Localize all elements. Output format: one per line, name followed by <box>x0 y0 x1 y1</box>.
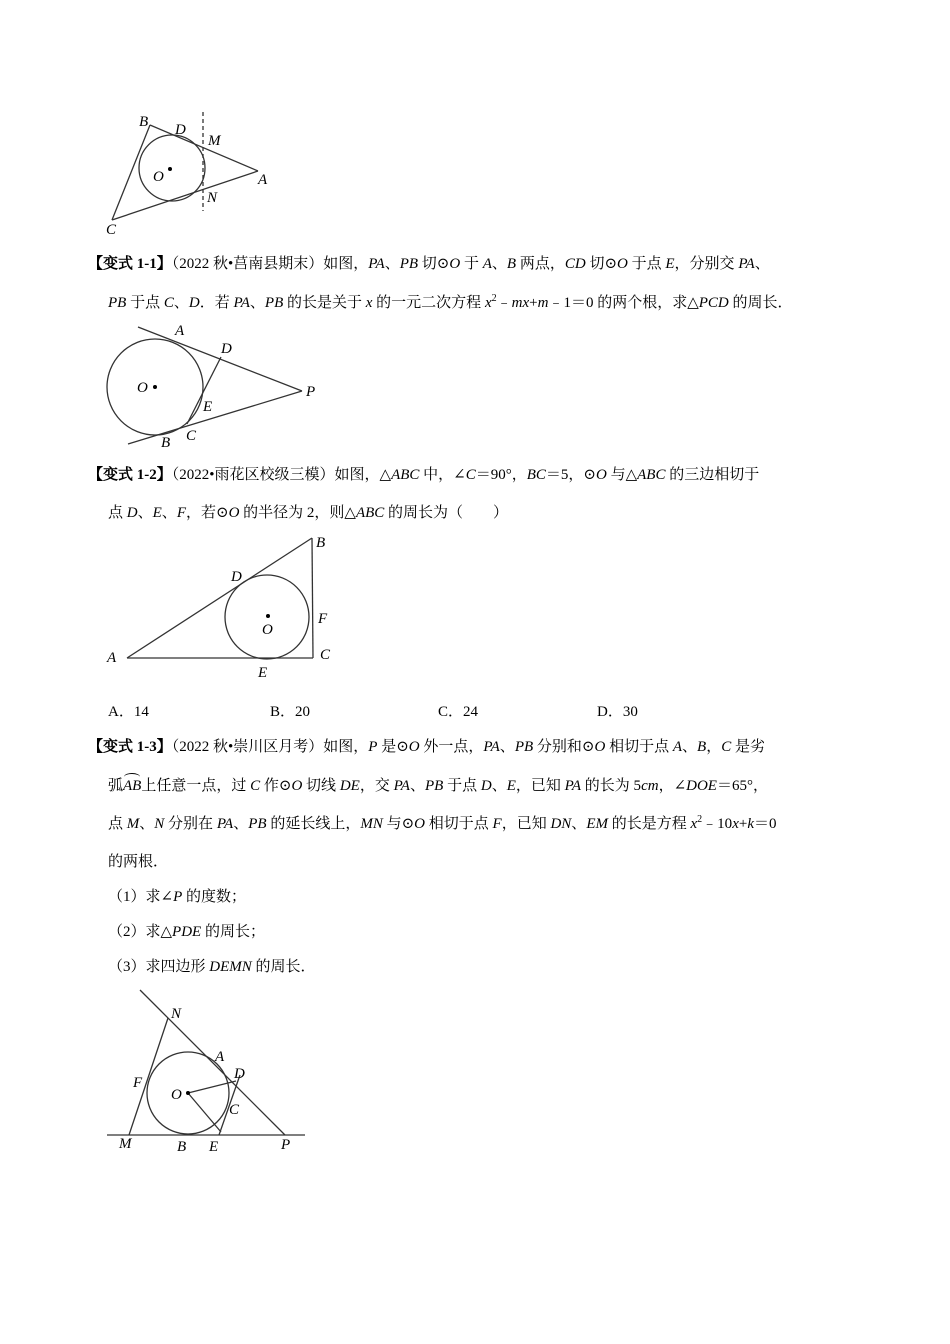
figure-demn <box>100 985 310 1155</box>
label-b: B <box>177 1139 187 1155</box>
variant-1-3-line-4: 的两根． <box>108 854 169 870</box>
label-b: B <box>139 114 149 130</box>
variant-1-1-tag: 【变式 1-1】 <box>88 256 172 272</box>
label-a: A <box>175 323 185 339</box>
label-a: A <box>107 650 117 666</box>
label-e: E <box>258 665 268 681</box>
label-f: F <box>133 1075 143 1091</box>
label-e: E <box>209 1139 219 1155</box>
variant-1-2-line-1: 【变式 1-2】（2022•雨花区校级三模）如图，△ABC 中，∠C＝90°，BC＝5，⊙O 与△ABC 的三边相切于 <box>88 467 760 483</box>
label-c: C <box>320 647 331 663</box>
variant-1-3-source: （2022 秋•崇川区月考） <box>171 739 324 755</box>
option-a[interactable]: A．14 <box>108 704 149 720</box>
variant-1-3-line-3: 点 M、N 分别在 PA、PB 的延长线上，MN 与⊙O 相切于点 F，已知 DN、EM 的长是方程 $x^2﹣10x+k=0$ <box>108 814 777 832</box>
variant-1-2-source: （2022•雨花区校级三模） <box>171 467 335 483</box>
variant-1-3-line-2: 弧AB上任意一点，过 C 作⊙O 切线 DE，交 PA、PB 于点 D、E，已知 PA 的长为 5cm，∠DOE＝65°， <box>108 778 768 794</box>
label-d: D <box>234 1066 245 1082</box>
label-d: D <box>175 122 186 138</box>
option-b[interactable]: B．20 <box>270 704 311 720</box>
label-o: O <box>153 169 164 185</box>
figure-abc-right-triangle <box>100 528 340 683</box>
label-a: A <box>215 1049 225 1065</box>
label-c: C <box>229 1102 240 1118</box>
option-c[interactable]: C．24 <box>438 704 479 720</box>
label-m: M <box>119 1136 132 1152</box>
variant-1-3-tag: 【变式 1-3】 <box>88 739 172 755</box>
label-n: N <box>207 190 218 206</box>
label-b: B <box>161 435 171 451</box>
label-c: C <box>106 222 117 238</box>
label-d: D <box>221 341 232 357</box>
label-o: O <box>137 380 148 396</box>
variant-1-3-q2: （2）求△PDE 的周长； <box>108 924 265 940</box>
variant-1-1-source: （2022 秋•莒南县期末） <box>171 256 324 272</box>
variant-1-2-tag: 【变式 1-2】 <box>88 467 172 483</box>
label-b: B <box>316 535 326 551</box>
label-e: E <box>203 399 213 415</box>
label-m: M <box>208 133 221 149</box>
variant-1-2-line-2: 点 D、E、F，若⊙O 的半径为 2，则△ABC 的周长为（ ） <box>108 505 509 521</box>
figure-triangle-circle-mn <box>100 105 290 240</box>
variant-1-1-line-1: 【变式 1-1】（2022 秋•莒南县期末）如图，PA、PB 切⊙O 于 A、B 两点，CD 切⊙O 于点 E，分别交 PA、 <box>88 256 770 272</box>
label-a: A <box>258 172 268 188</box>
label-o: O <box>171 1087 182 1103</box>
label-c: C <box>186 428 197 444</box>
variant-1-1-line-2: PB 于点 C、D．若 PA、PB 的长是关于 x 的一元二次方程 $x^2﹣mx+m﹣1=0$ 的两个根，求△PCD 的周长． <box>108 293 793 311</box>
label-o: O <box>262 622 273 638</box>
label-p: P <box>281 1137 291 1153</box>
option-d[interactable]: D．30 <box>597 704 638 720</box>
label-n: N <box>171 1006 182 1022</box>
figure-pcd <box>100 318 330 453</box>
variant-1-3-q1: （1）求∠P 的度数； <box>108 889 247 905</box>
variant-1-3-q3: （3）求四边形 DEMN 的周长． <box>108 959 316 975</box>
label-d: D <box>231 569 242 585</box>
label-p: P <box>306 384 316 400</box>
label-f: F <box>318 611 328 627</box>
variant-1-3-line-1: 【变式 1-3】（2022 秋•崇川区月考）如图，P 是⊙O 外一点，PA、PB 分别和⊙O 相切于点 A、B，C 是劣 <box>88 739 765 755</box>
